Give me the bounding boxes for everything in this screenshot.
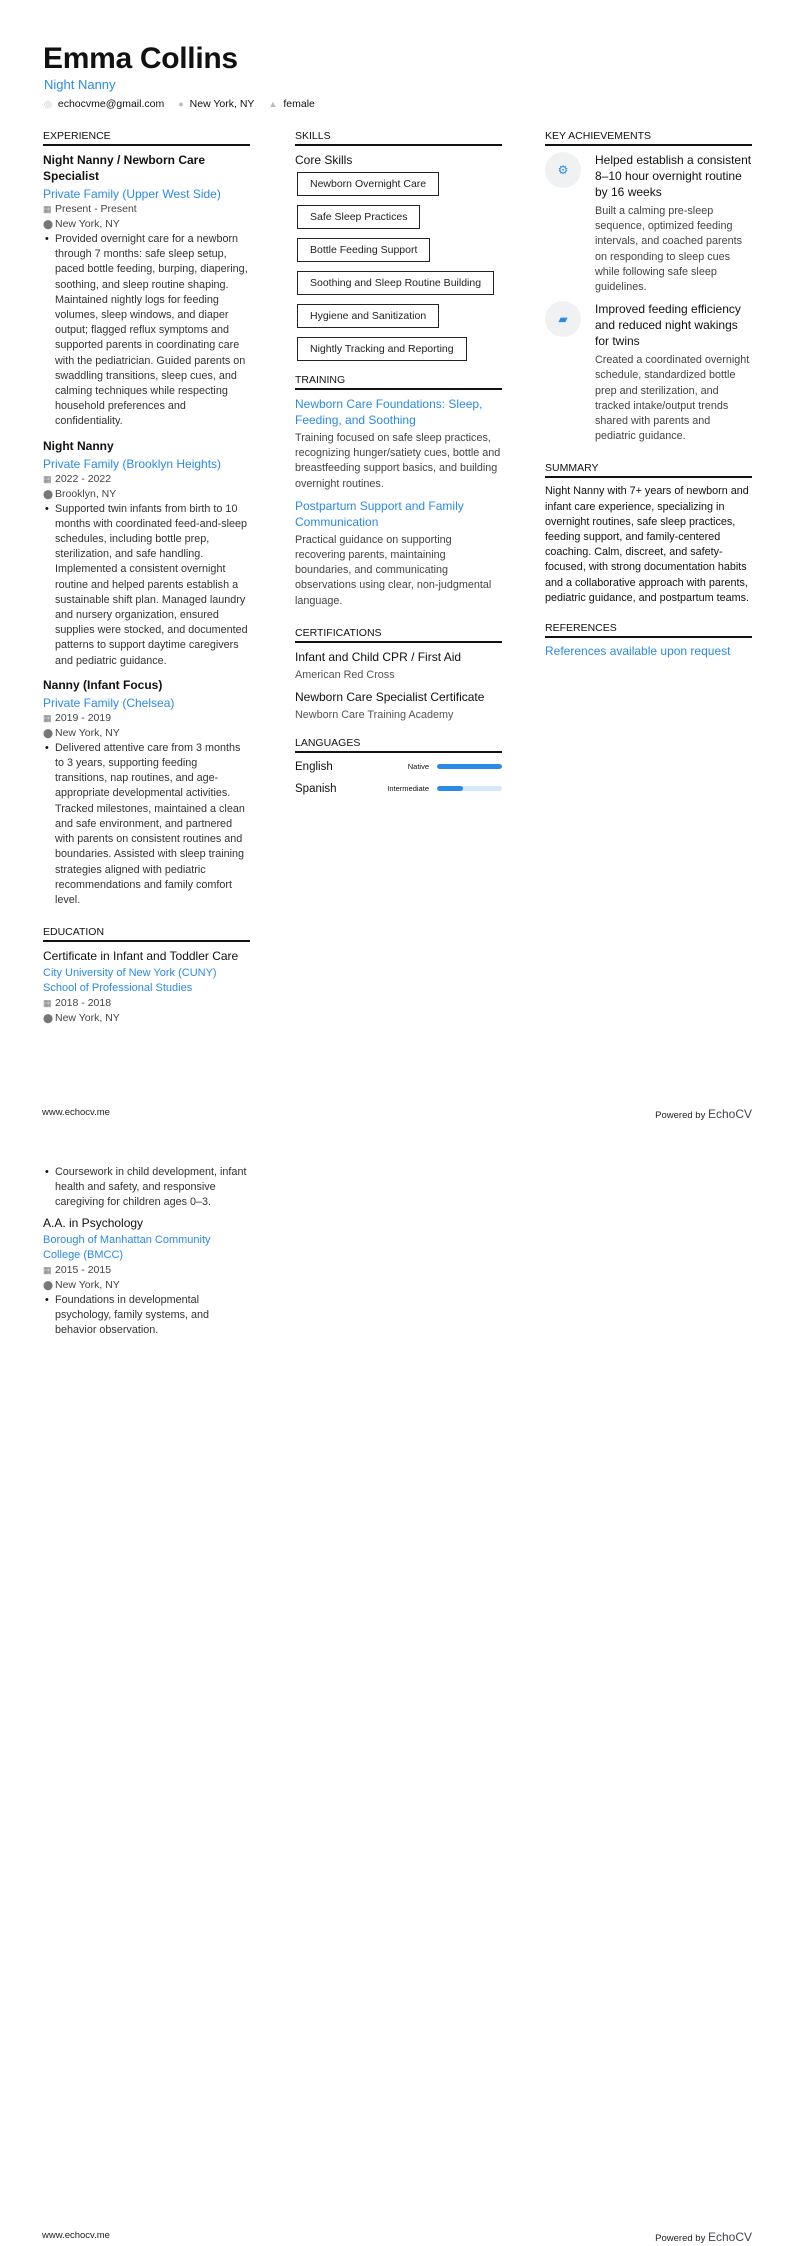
bullet: • Coursework in child development, infant health and safety, and responsive caregiving for children ages 0–3. — [43, 1165, 250, 1211]
section-heading: SKILLS — [295, 130, 502, 146]
skill-list — [295, 172, 502, 370]
section-heading: REFERENCES — [545, 622, 752, 638]
dates: 2022 - 2022 — [55, 472, 112, 485]
right-column — [545, 130, 752, 658]
achievement-title: Improved feeding efficiency and reduced night wakings for twins — [595, 302, 741, 349]
page-2 — [0, 1123, 794, 2246]
achievement-desc: Built a calming pre-sleep sequence, optimized feeding intervals, and coached parents on responding to sleep cues while following safe sleep guidelines. — [595, 205, 743, 294]
section-heading: LANGUAGES — [295, 737, 502, 753]
education-item — [43, 1215, 250, 1339]
section-heading: SUMMARY — [545, 462, 752, 478]
skill-chip: Safe Sleep Practices — [297, 205, 420, 229]
gear-icon: ⚙ — [545, 152, 581, 188]
calendar-icon: ▦ — [43, 998, 52, 1009]
skill-group: Core Skills — [295, 153, 353, 167]
company: Private Family (Chelsea) — [43, 695, 175, 710]
cert-issuer: American Red Cross — [295, 668, 395, 681]
dates: Present - Present — [55, 203, 137, 215]
location-icon: ⬤ — [43, 1279, 54, 1290]
location-icon: ⬤ — [43, 488, 54, 499]
language-level: Native — [407, 762, 429, 772]
job-location: Brooklyn, NY — [55, 487, 117, 500]
degree: A.A. in Psychology — [43, 1215, 144, 1230]
education-continued — [43, 1165, 250, 1346]
dates: 2015 - 2015 — [55, 1263, 112, 1276]
calendar-icon: ▦ — [43, 1264, 52, 1275]
language-bar — [437, 786, 502, 791]
calendar-icon: ▦ — [43, 473, 52, 484]
email[interactable]: echocvme@gmail.com — [57, 98, 165, 110]
dates: 2019 - 2019 — [55, 711, 112, 724]
training-desc: Training focused on safe sleep practices, recognizing hunger/satiety cues, bottle and breastfeeding support basics, and building overnight routines. — [295, 432, 501, 490]
education-item — [43, 948, 250, 1026]
footer-site[interactable]: www.echocv.me — [42, 2230, 110, 2241]
skill-chip: Bottle Feeding Support — [297, 238, 430, 262]
section-heading: EDUCATION — [43, 926, 250, 942]
training-title: Postpartum Support and Family Communication — [295, 498, 464, 529]
bullet: • Foundations in developmental psychology, family systems, and behavior observation. — [43, 1293, 250, 1339]
language-bar — [437, 764, 502, 769]
experience-item — [43, 438, 250, 669]
footer-powered — [655, 1107, 752, 1121]
bullet: • Supported twin infants from birth to 10 months with coordinated feed-and-sleep schedules, including bottle prep, sterilization, and safe handling. Implemented a consistent overnight routine and helped parents establish a sustainable shift plan. Managed laundry and nursery organization, ensured supplies were stocked, and documented patterns to support daytime caregivers and pediatric guidance. — [43, 502, 250, 669]
cert-title: Infant and Child CPR / First Aid — [295, 649, 462, 664]
person-icon: ▲ — [268, 99, 278, 109]
school: City University of New York (CUNY) School of Professional Studies — [43, 967, 217, 995]
references-text: References available upon request — [545, 644, 731, 659]
skill-chip: Nightly Tracking and Reporting — [297, 337, 467, 361]
section-heading: TRAINING — [295, 374, 502, 390]
at-icon: ◎ — [44, 99, 52, 109]
job-location: New York, NY — [55, 726, 120, 739]
brand-logo[interactable]: EchoCV — [707, 2230, 752, 2244]
skill-chip: Newborn Overnight Care — [297, 172, 439, 196]
experience-item — [43, 152, 250, 430]
achievement-item — [545, 152, 752, 295]
middle-column — [295, 130, 502, 803]
language-bar-fill — [437, 786, 463, 791]
achievement-title: Helped establish a consistent 8–10 hour overnight routine by 16 weeks — [595, 153, 752, 199]
brand-logo[interactable]: EchoCV — [707, 1107, 752, 1121]
location-icon: ● — [178, 99, 184, 109]
contact-row — [44, 98, 315, 110]
summary-text: Night Nanny with 7+ years of newborn and infant care experience, specializing in overnight routines, safe sleep practices, feeding support, and family-centered coaching. Calm, discreet, and safety-focused, with strong documentation habits and a collaborative approach with parents, pediatric guidance, and postpartum teams. — [545, 485, 750, 604]
company: Private Family (Brooklyn Heights) — [43, 456, 222, 471]
skill-chip: Hygiene and Sanitization — [297, 304, 439, 328]
job-title: Night Nanny / Newborn Care Specialist — [43, 153, 206, 183]
cert-issuer: Newborn Care Training Academy — [295, 708, 454, 721]
school: Borough of Manhattan Community College (BMCC) — [43, 1233, 211, 1261]
calendar-icon: ▦ — [43, 712, 52, 723]
language-name: Spanish — [295, 782, 337, 795]
job-title: Night Nanny — [43, 438, 114, 453]
section-heading: EXPERIENCE — [43, 130, 250, 146]
school-location: New York, NY — [55, 1278, 120, 1291]
language-bar-fill — [437, 764, 502, 769]
company: Private Family (Upper West Side) — [43, 187, 221, 201]
bullet: • Delivered attentive care from 3 months to 3 years, supporting feeding transitions, nap routines, and age-appropriate developmental activities. Tracked milestones, maintained a clean and safe environment, and partnered with parents on consistent routines and boundaries. Assisted with sleep training strategies aligned with pediatric recommendations and family comfort level. — [43, 741, 250, 908]
candidate-role: Night Nanny — [44, 77, 116, 92]
gender: female — [283, 98, 315, 110]
document-icon: ▰ — [545, 301, 581, 337]
footer-powered — [655, 2230, 752, 2244]
degree: Certificate in Infant and Toddler Care — [43, 949, 239, 964]
achievement-item — [545, 301, 752, 444]
language-name: English — [295, 760, 333, 773]
experience-item — [43, 677, 250, 908]
skill-chip: Soothing and Sleep Routine Building — [297, 271, 494, 295]
language-level: Intermediate — [387, 784, 429, 794]
training-desc: Practical guidance on supporting recovering parents, maintaining boundaries, and communicating observations using clear, non-judgmental language. — [295, 533, 492, 607]
powered-by: Powered by — [655, 1110, 706, 1121]
section-heading: CERTIFICATIONS — [295, 627, 502, 643]
school-location: New York, NY — [55, 1012, 120, 1025]
candidate-name: Emma Collins — [43, 42, 238, 75]
location-icon: ⬤ — [43, 727, 54, 738]
section-heading: KEY ACHIEVEMENTS — [545, 130, 752, 146]
footer-site[interactable]: www.echocv.me — [42, 1107, 110, 1118]
language-row — [295, 759, 502, 775]
bullet: • Provided overnight care for a newborn through 7 months: safe sleep setup, paced bottle feeding, burping, diapering, soothing, and sleep routine shaping. Maintained nightly logs for feeding volumes, sleep windows, and diaper output; flagged reflux symptoms and supported parents in coordinating care with the pediatrician. Guided parents on swaddling transitions, sleep cues, and calming techniques while respecting household preferences and confidentiality. — [43, 232, 250, 430]
experience-section — [43, 130, 250, 1034]
training-title: Newborn Care Foundations: Sleep, Feeding, and Soothing — [295, 397, 483, 427]
achievement-desc: Created a coordinated overnight schedule, standardized bottle prep and sterilization, and tracked intake/output trends shared with parents and pediatric guidance. — [595, 354, 750, 443]
location: New York, NY — [189, 98, 255, 110]
job-title: Nanny (Infant Focus) — [43, 677, 163, 692]
language-row — [295, 781, 502, 797]
location-icon: ⬤ — [43, 1013, 54, 1024]
dates: 2018 - 2018 — [55, 997, 112, 1010]
location-icon: ⬤ — [43, 219, 54, 229]
job-location: New York, NY — [55, 218, 120, 230]
calendar-icon: ▦ — [43, 204, 52, 214]
cert-title: Newborn Care Specialist Certificate — [295, 689, 485, 704]
powered-by: Powered by — [655, 2233, 706, 2244]
